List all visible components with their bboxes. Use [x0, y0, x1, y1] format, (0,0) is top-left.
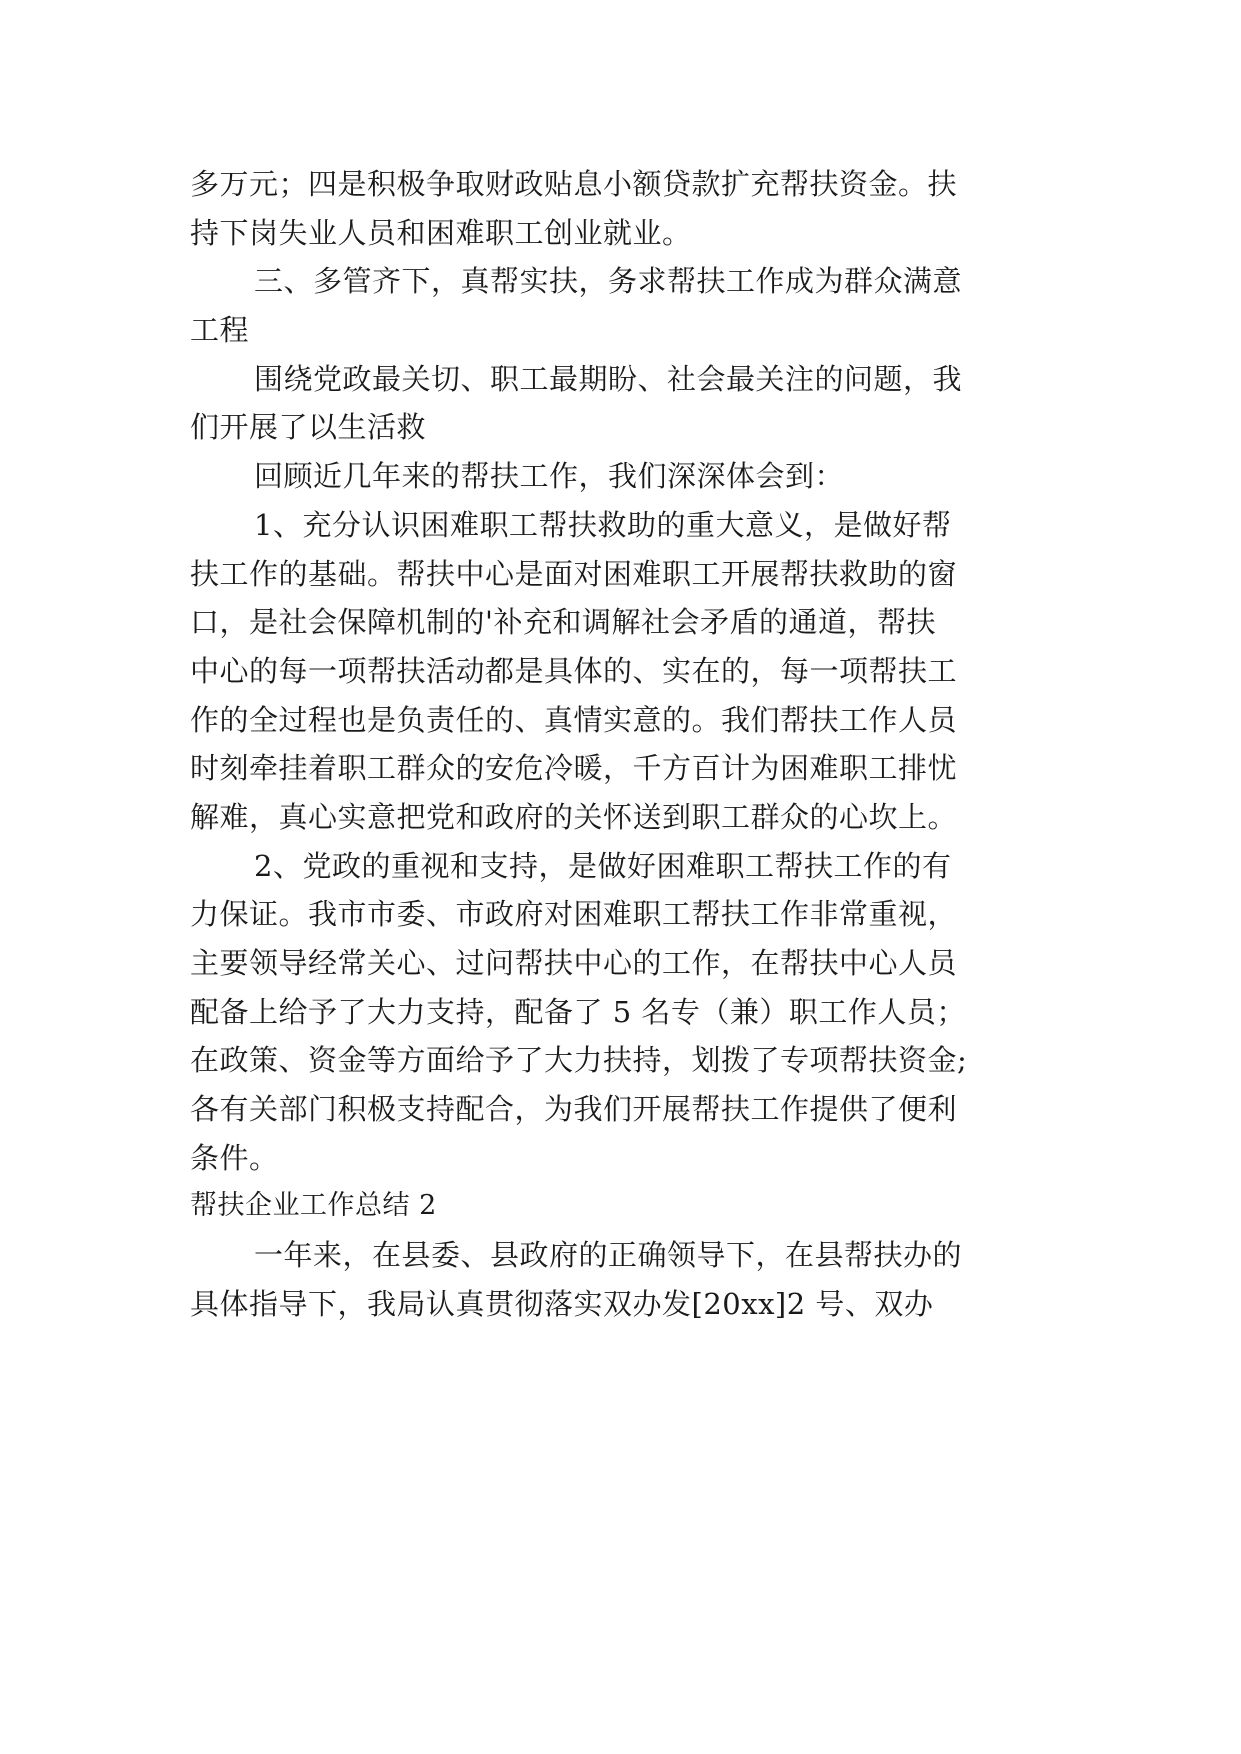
- text-line: 多万元；四是积极争取财政贴息小额贷款扩充帮扶资金。扶: [190, 167, 958, 201]
- text-line: 在政策、资金等方面给予了大力扶持，划拨了专项帮扶资金;: [190, 1043, 968, 1078]
- text-line: 持下岗失业人员和困难职工创业就业。: [190, 215, 692, 250]
- text-line: 2、党政的重视和支持，是做好困难职工帮扶工作的有: [254, 848, 952, 883]
- text-line: 具体指导下，我局认真贯彻落实双办发[20xx]2 号、双办: [190, 1286, 934, 1321]
- text-line: 作的全过程也是负责任的、真情实意的。我们帮扶工作人员: [190, 702, 958, 737]
- text-line: 口，是社会保障机制的'补充和调解社会矛盾的通道，帮扶: [190, 605, 936, 640]
- text-line: 们开展了以生活救: [190, 410, 427, 445]
- paragraph-block-after-heading: [190, 1231, 1040, 1328]
- text-line: 工程: [190, 313, 250, 348]
- text-line: 配备上给予了大力支持，配备了 5 名专（兼）职工作人员；: [190, 994, 966, 1029]
- text-line: 三、多管齐下，真帮实扶，务求帮扶工作成为群众满意: [254, 264, 963, 299]
- text-line: 一年来，在县委、县政府的正确领导下，在县帮扶办的: [254, 1238, 963, 1273]
- document-body: [190, 160, 1040, 1329]
- text-line: 条件。: [190, 1140, 279, 1175]
- text-line: 回顾近几年来的帮扶工作，我们深深体会到：: [254, 459, 845, 494]
- text-line: 时刻牵挂着职工群众的安危冷暖，千方百计为困难职工排忧: [190, 751, 958, 786]
- text-line: 力保证。我市市委、市政府对困难职工帮扶工作非常重视，: [190, 897, 958, 932]
- text-line: 扶工作的基础。帮扶中心是面对困难职工开展帮扶救助的窗: [190, 556, 958, 591]
- text-line: 中心的每一项帮扶活动都是具体的、实在的，每一项帮扶工: [190, 653, 958, 688]
- text-line: 各有关部门积极支持配合，为我们开展帮扶工作提供了便利: [190, 1092, 958, 1127]
- text-line: 1、充分认识困难职工帮扶救助的重大意义，是做好帮: [254, 507, 952, 542]
- section-heading: 帮扶企业工作总结 2: [190, 1190, 437, 1222]
- text-line: 围绕党政最关切、职工最期盼、社会最关注的问题，我: [254, 361, 963, 396]
- text-line: 解难，真心实意把党和政府的关怀送到职工群众的心坎上。: [190, 799, 958, 834]
- text-line: 主要领导经常关心、过问帮扶中心的工作，在帮扶中心人员: [190, 946, 958, 980]
- paragraph-block: [190, 160, 1040, 1182]
